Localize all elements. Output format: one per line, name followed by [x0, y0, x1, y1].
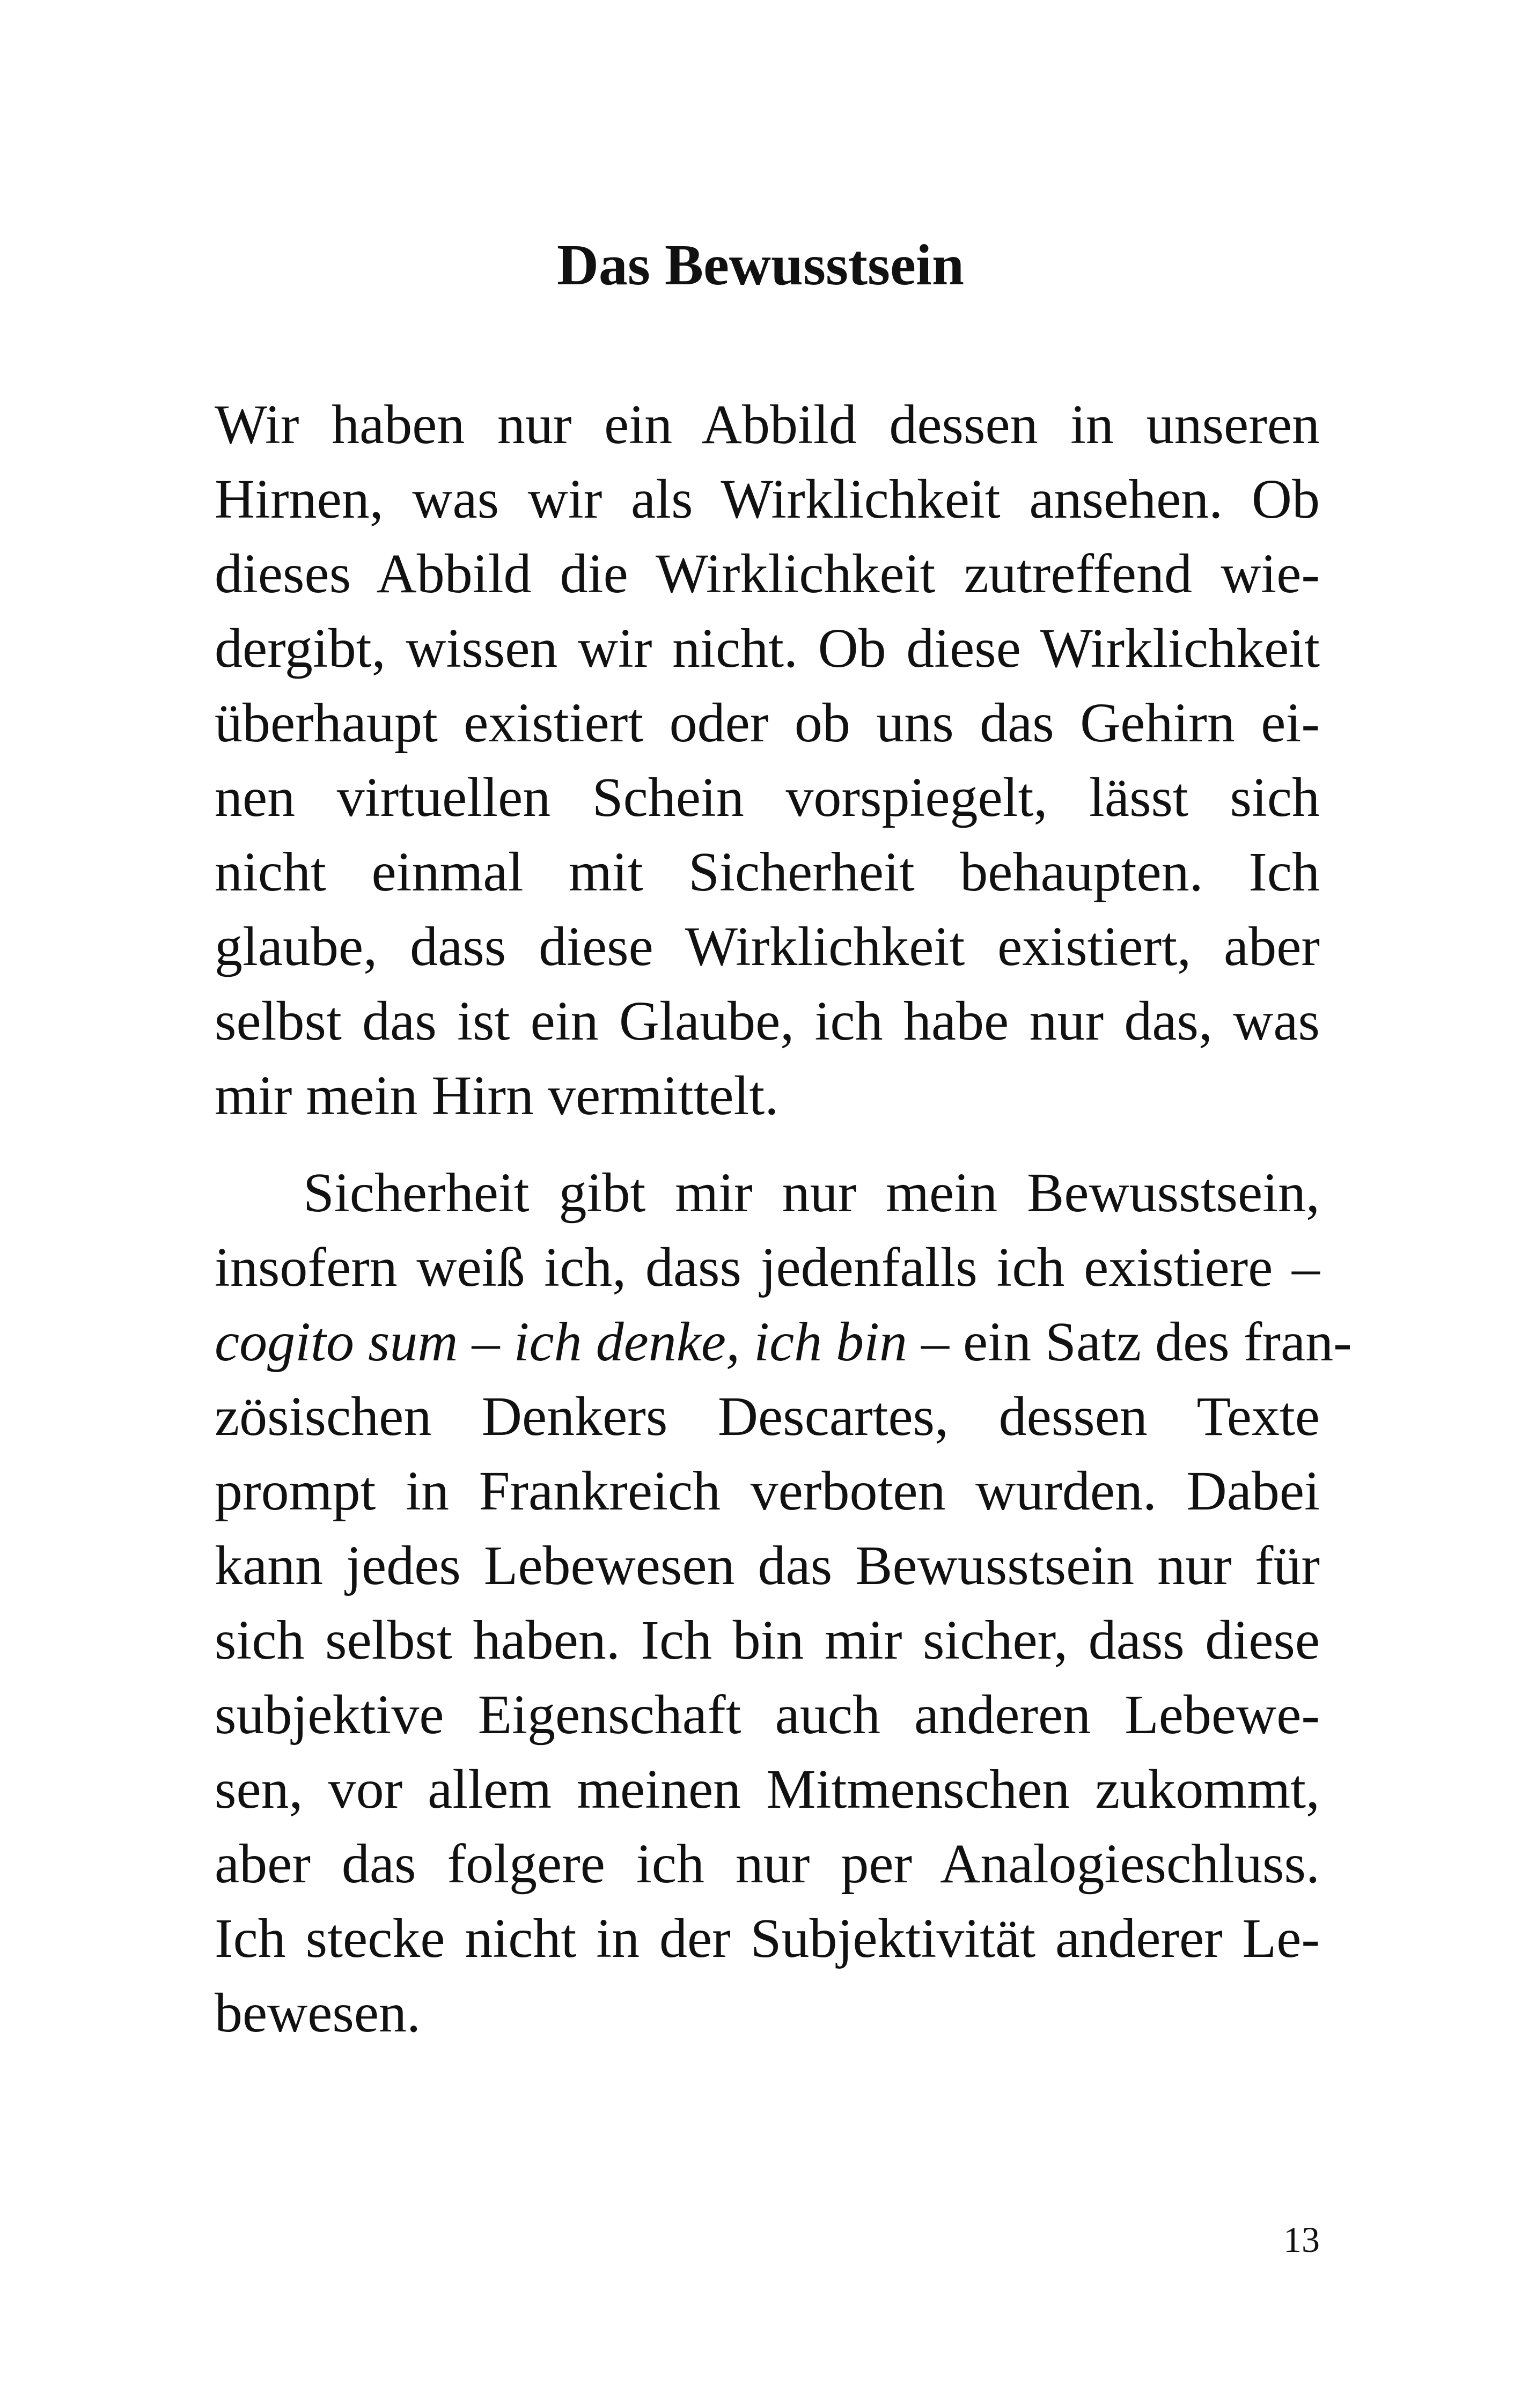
text-line: zösischen Denkers Descartes, dessen Texte	[215, 1386, 1320, 1447]
text-line: dieses Abbild die Wirklichkeit zutreffend wie-	[215, 543, 1320, 605]
text-line: Wir haben nur ein Abbild dessen in unseren	[215, 394, 1320, 455]
text-fragment: – ein Satz des fran-	[907, 1311, 1352, 1373]
text-line: glaube, dass diese Wirklichkeit existiert, aber	[215, 916, 1320, 977]
text-line: sen, vor allem meinen Mitmenschen zukommt,	[215, 1758, 1320, 1820]
text-line: bewesen.	[215, 1982, 421, 2044]
page-number: 13	[1283, 2219, 1320, 2260]
text-line: Sicherheit gibt mir nur mein Bewusstsein,	[303, 1162, 1320, 1224]
text-line: Ich stecke nicht in der Subjektivität anderer Le-	[215, 1908, 1320, 1969]
text-line: nen virtuellen Schein vorspiegelt, lässt sich	[215, 767, 1320, 828]
body-text	[215, 387, 1352, 2050]
text-line: aber das folgere ich nur per Analogieschluss.	[215, 1833, 1320, 1895]
text-line: insofern weiß ich, dass jedenfalls ich existiere –	[215, 1236, 1320, 1298]
text-line: sich selbst haben. Ich bin mir sicher, dass diese	[215, 1609, 1320, 1671]
paragraph-spacer	[215, 1133, 1320, 1155]
text-line: nicht einmal mit Sicherheit behaupten. Ich	[215, 841, 1320, 903]
text-line: Hirnen, was wir als Wirklichkeit ansehen. Ob	[215, 468, 1320, 530]
text-line: subjektive Eigenschaft auch anderen Lebewe-	[215, 1684, 1320, 1746]
text-line: kann jedes Lebewesen das Bewusstsein nur für	[215, 1535, 1320, 1596]
text-line: selbst das ist ein Glaube, ich habe nur das, was	[215, 990, 1320, 1052]
text-line-mixed	[215, 1305, 1352, 1379]
text-line: dergibt, wissen wir nicht. Ob diese Wirklichkeit	[215, 617, 1320, 679]
paragraph	[215, 387, 1320, 1133]
text-line: überhaupt existiert oder ob uns das Gehirn ei-	[215, 692, 1320, 754]
text-line: prompt in Frankreich verboten wurden. Dabei	[215, 1460, 1320, 1522]
text-line: mir mein Hirn vermittelt.	[215, 1065, 779, 1126]
chapter-title: Das Bewusstsein	[556, 233, 965, 297]
paragraph	[215, 1155, 1352, 2050]
latin-quote-italic: cogito sum – ich denke, ich bin	[215, 1311, 908, 1373]
